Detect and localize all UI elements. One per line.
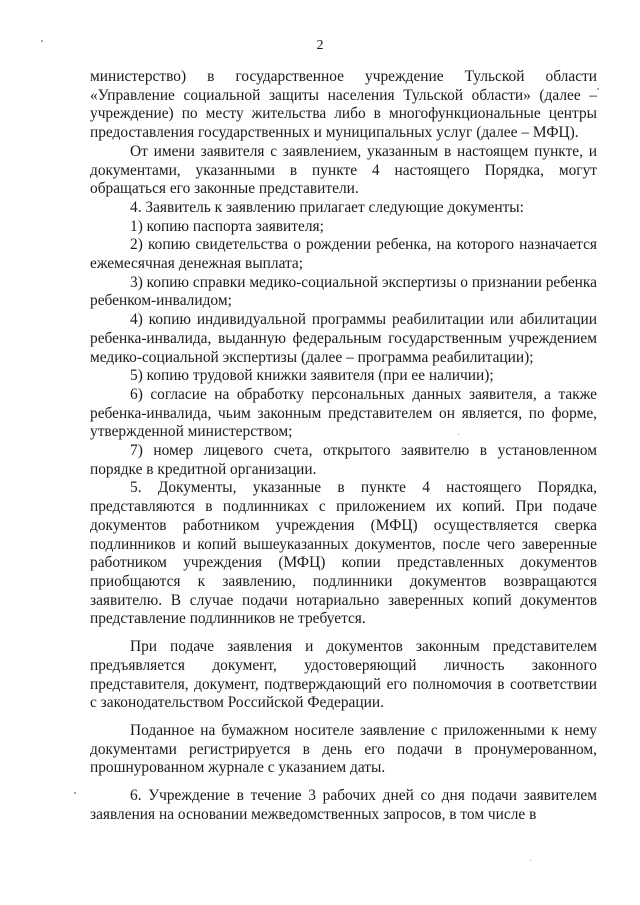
paragraph: Поданное на бумажном носителе заявление с приложенными к нему документами регистрируется в день его подачи в пронумерованном, прошнурованном журнале с указанием даты. xyxy=(90,721,597,777)
paragraph: 5. Документы, указанные в пункте 4 настоящего Порядка, представляются в подлинниках с приложением их копий. При подаче документов работником учреждения (МФЦ) осуществляется сверка подлинников и копий вышеуказанных документов, после чего заверенные работником учреждения (МФЦ) копии представленных документов приобщаются к заявлению, подлинники документов возвращаются заявителю. В случае подачи нотариально заверенных копий документов представление подлинников не требуется. xyxy=(90,479,597,628)
scan-speck xyxy=(597,88,599,90)
paragraph: 5) копию трудовой книжки заявителя (при ее наличии); xyxy=(130,367,494,385)
paragraph: 3) копию справки медико-социальной экспертизы о признании ребенка ребенком-инвалидом; xyxy=(90,273,597,310)
paragraph: 4. Заявитель к заявлению прилагает следующие документы: xyxy=(130,198,524,216)
paragraph: 4) копию индивидуальной программы реабилитации или абилитации ребенка-инвалида, выданную федеральным государственным учреждением медико-социальной экспертизы (далее – программа реабилитации); xyxy=(90,311,597,366)
paragraph: При подаче заявления и документов законным представителем предъявляется документ, удостоверяющий личность законного представителя, документ, подтверждающий его полномочия в соответствии с законодательством Российской Федерации. xyxy=(90,638,597,712)
document-body xyxy=(90,68,597,824)
page-number: 2 xyxy=(316,38,324,53)
paragraph: От имени заявителя с заявлением, указанным в настоящем пункте, и документами, указанными в пункте 4 настоящего Порядка, могут обращаться его законные представители. xyxy=(90,142,597,198)
paragraph: 7) номер лицевого счета, открытого заявителю в установленном порядке в кредитной организации. xyxy=(90,442,597,478)
paragraph: министерство) в государственное учреждение Тульской области «Управление социальной защиты населения Тульской области» (далее – учреждение) по месту жительства либо в многофункциональные центры предоставления государственных и муниципальных услуг (далее – МФЦ). xyxy=(90,68,597,142)
paragraph: 1) копию паспорта заявителя; xyxy=(130,217,324,235)
scan-speck xyxy=(530,860,531,861)
paragraph: 6) согласие на обработку персональных данных заявителя, а также ребенка-инвалида, чьим законным представителем он является, по форме, утвержденной министерством; xyxy=(90,385,597,441)
paragraph: 2) копию свидетельства о рождении ребенка, на которого назначается ежемесячная денежная выплата; xyxy=(90,236,597,273)
scan-speck xyxy=(74,792,76,794)
paragraph: 6. Учреждение в течение 3 рабочих дней со дня подачи заявителем заявления на основании межведомственных запросов, в том числе в xyxy=(90,787,597,823)
